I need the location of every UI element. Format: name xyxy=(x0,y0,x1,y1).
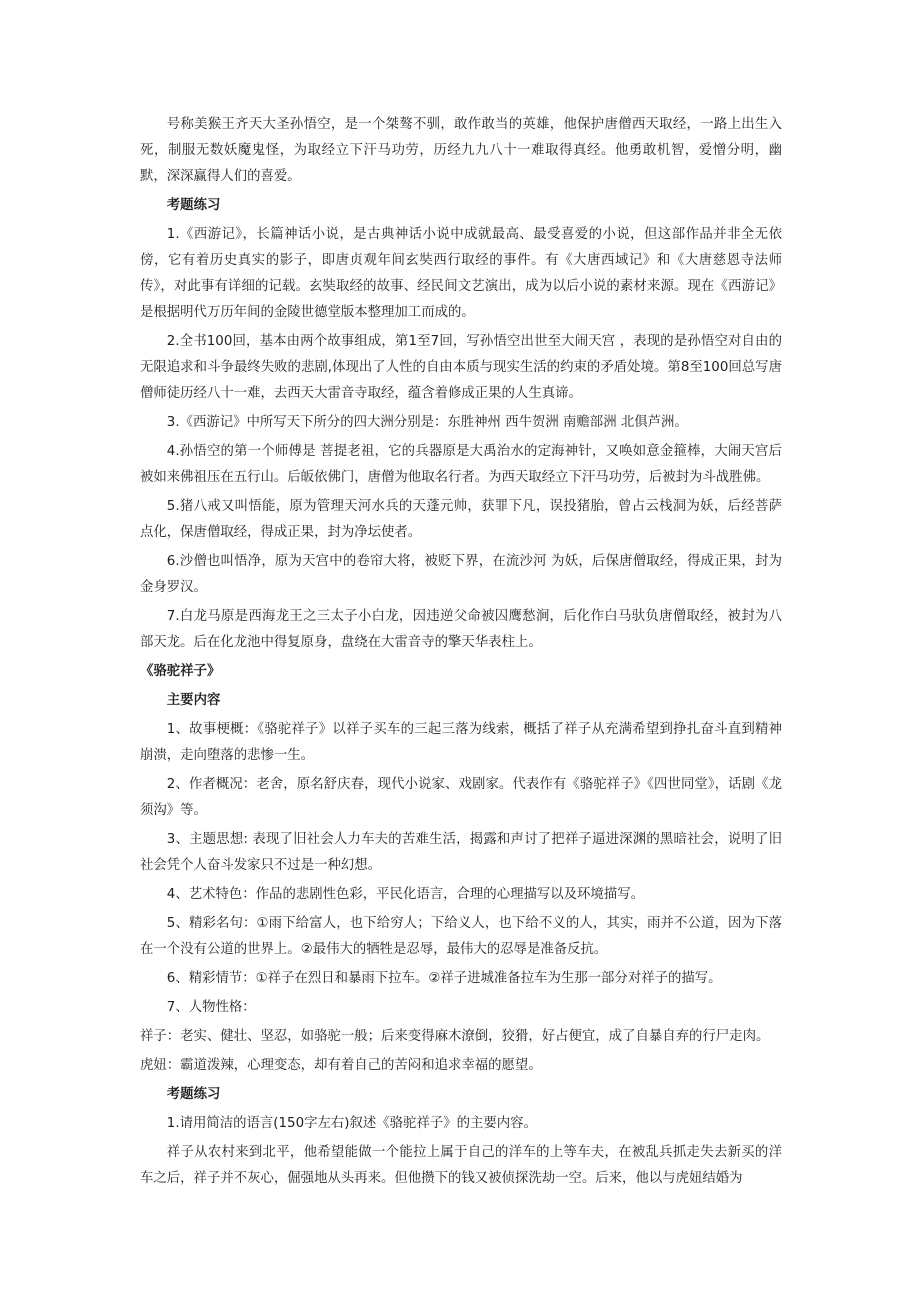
paragraph-sun-wukong-intro: 号称美猴王齐天大圣孙悟空，是一个桀骜不驯，敢作敢当的英雄，他保护唐僧西天取经，一路上出生入死，制服无数妖魔鬼怪，为取经立下汗马功劳，历经九九八十一难取得真经。他勇敢机智，爱憎分明，幽默，深深赢得人们的喜爱。 xyxy=(140,117,782,184)
paragraph-highlight-plots: 6、精彩情节：①祥子在烈日和暴雨下拉车。②祥子进城准备拉车为生那一部分对祥子的描写。 xyxy=(166,971,722,986)
paragraph-question-1: 1.请用简洁的语言(150字左右)叙述《骆驼祥子》的主要内容。 xyxy=(166,1116,537,1131)
paragraph-item-7: 7.白龙马原是西海龙王之三太子小白龙，因违逆父命被囚鹰愁涧，后化作白马驮负唐僧取经，被封为八部天龙。后在化龙池中得复原身，盘绕在大雷音寺的擎天华表柱上。 xyxy=(140,609,782,650)
paragraph-answer-1: 祥子从农村来到北平，他希望能做一个能拉上属于自己的洋车的上等车夫，在被乱兵抓走失去新买的洋车之后，祥子并不灰心，倔强地从头再来。但他攒下的钱又被侦探洗劫一空。后来，他以与虎妞结婚为 xyxy=(140,1145,782,1186)
book-title-heading: 《骆驼祥子》 xyxy=(140,664,221,679)
section-heading-main-content: 主要内容 xyxy=(166,693,221,708)
paragraph-item-6: 6.沙僧也叫悟净，原为天宫中的卷帘大将，被贬下界，在流沙河 为妖，后保唐僧取经，得成正果，封为金身罗汉。 xyxy=(140,554,782,595)
paragraph-item-5: 5.猪八戒又叫悟能，原为管理天河水兵的天蓬元帅，获罪下凡，误投猪胎，曾占云栈洞为妖，后经菩萨点化，保唐僧取经，得成正果，封为净坛使者。 xyxy=(140,499,782,540)
paragraph-item-1: 1.《西游记》，长篇神话小说，是古典神话小说中成就最高、最受喜爱的小说，但这部作品并非全无依傍，它有着历史真实的影子，即唐贞观年间玄奘西行取经的事件。有《大唐西域记》和《大唐慈恩寺法师传》，对此事有详细的记载。玄奘取经的故事、经民间文艺演出，成为以后小说的素材来源。现在《西游记》是根据明代万历年间的金陵世德堂版本整理加工而成的。 xyxy=(140,227,782,320)
section-heading-exam-practice-2: 考题练习 xyxy=(166,1087,221,1102)
paragraph-item-4: 4.孙悟空的第一个师傅是 菩提老祖，它的兵器原是大禹治水的定海神针，又唤如意金箍棒，大闹天宫后被如来佛祖压在五行山。后皈依佛门，唐僧为他取名行者。为西天取经立下汗马功劳，后被封为斗战胜佛。 xyxy=(140,444,782,485)
paragraph-characters-heading: 7、人物性格： xyxy=(166,1000,256,1015)
paragraph-theme: 3、主题思想: 表现了旧社会人力车夫的苦难生活，揭露和声讨了把祥子逼进深渊的黑暗社会，说明了旧社会凭个人奋斗发家只不过是一种幻想。 xyxy=(140,832,782,873)
paragraph-item-2: 2.全书100回，基本由两个故事组成，第1至7回，写孙悟空出世至大闹天宫 ，表现的是孙悟空对自由的无限追求和斗争最终失败的悲剧,体现出了人性的自由本质与现实生活的约束的矛盾处境。第8至100回总写唐僧师徒历经八十一难，去西天大雷音寺取经，蕴含着修成正果的人生真谛。 xyxy=(140,334,782,401)
paragraph-huniu: 虎妞：霸道泼辣，心理变态，却有着自己的苦闷和追求幸福的愿望。 xyxy=(140,1058,542,1073)
paragraph-story-outline: 1、故事梗概：《骆驼祥子》以祥子买车的三起三落为线索，概括了祥子从充满希望到挣扎奋斗直到精神崩溃，走向堕落的悲惨一生。 xyxy=(140,722,782,763)
paragraph-item-3: 3.《西游记》中所写天下所分的四大洲分别是：东胜神州 西牛贺洲 南赡部洲 北俱芦洲。 xyxy=(166,415,688,430)
paragraph-artistic-features: 4、艺术特色：作品的悲剧性色彩，平民化语言，合理的心理描写以及环境描写。 xyxy=(166,887,644,902)
section-heading-exam-practice: 考题练习 xyxy=(166,198,221,213)
document-page xyxy=(140,112,782,1195)
paragraph-author: 2、作者概况：老舍，原名舒庆春，现代小说家、戏剧家。代表作有《骆驼祥子》《四世同堂》，话剧《龙须沟》等。 xyxy=(140,777,782,818)
paragraph-xiangzi: 祥子：老实、健壮、坚忍，如骆驼一般；后来变得麻木潦倒，狡猾，好占便宜，成了自暴自弃的行尸走肉。 xyxy=(140,1029,770,1044)
paragraph-famous-quotes: 5、精彩名句：①雨下给富人，也下给穷人；下给义人，也下给不义的人，其实，雨并不公道，因为下落在一个没有公道的世界上。②最伟大的牺牲是忍辱，最伟大的忍辱是准备反抗。 xyxy=(140,916,782,957)
